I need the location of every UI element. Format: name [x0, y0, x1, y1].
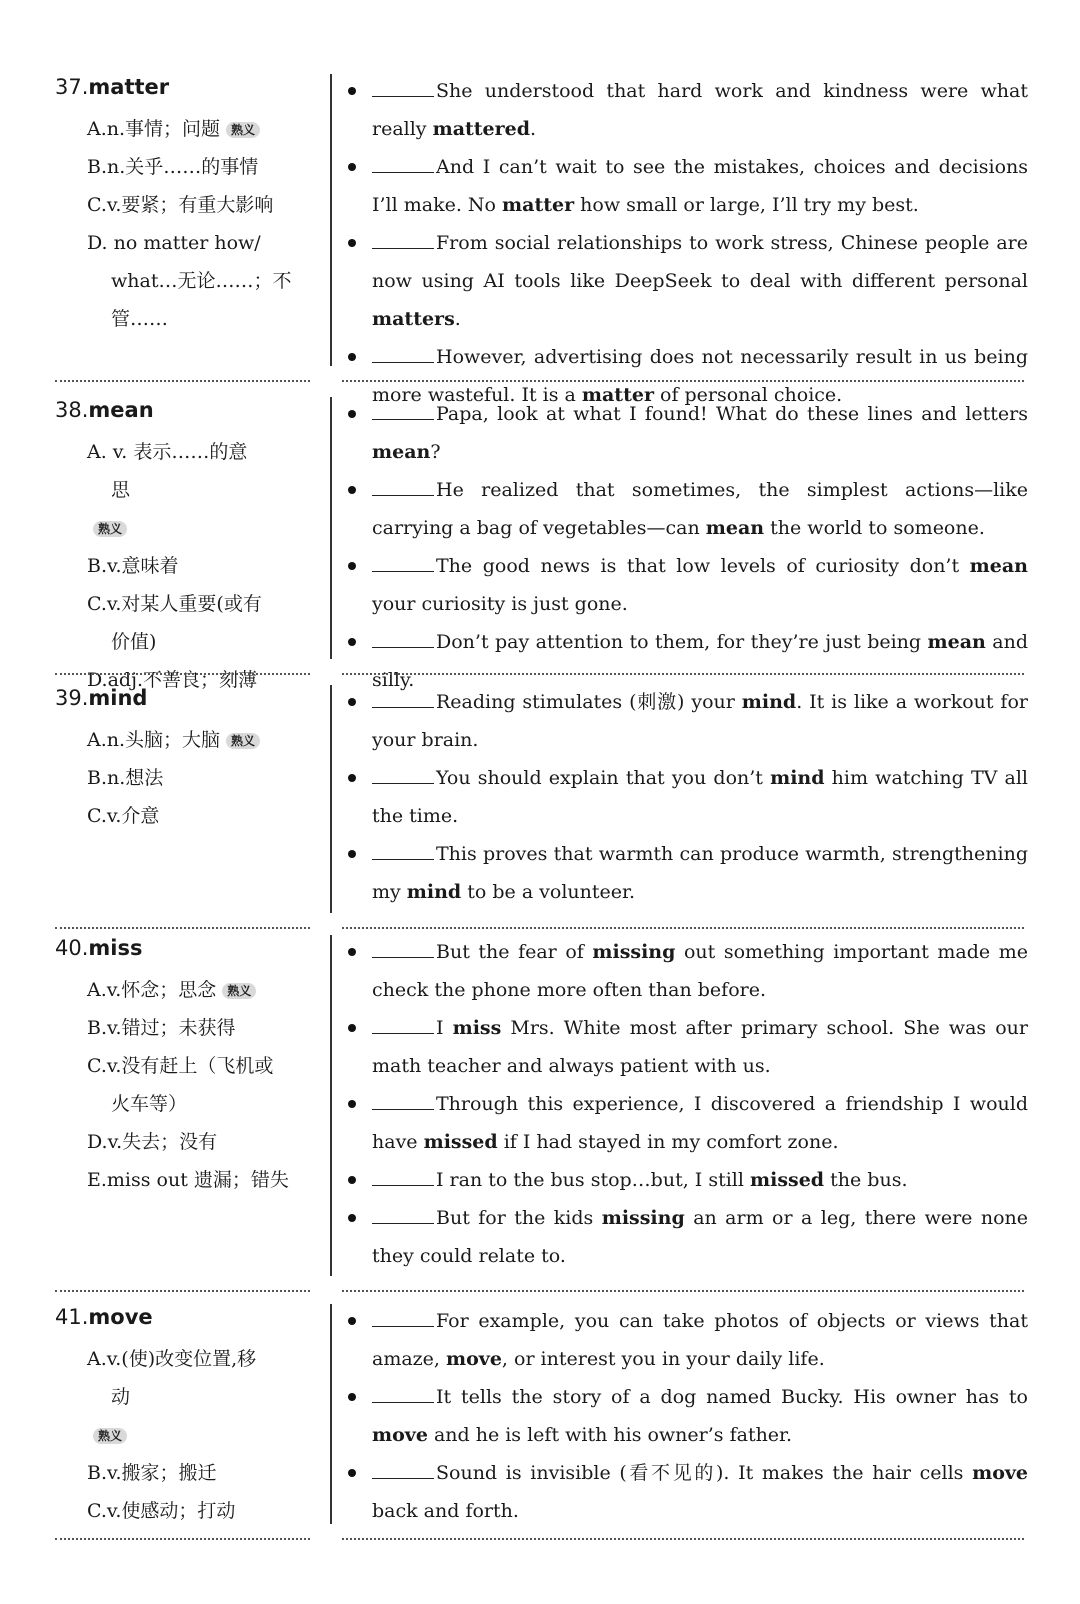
entry-word: miss: [88, 936, 143, 960]
sentence-text: and silly.: [372, 631, 1028, 691]
entry-number: 37.: [55, 75, 89, 99]
sentence-text: And I can’t wait to see the mistakes, choices and decisions I’ll make. No: [372, 156, 1028, 216]
sentence-text: Papa, look at what I found! What do these lines and letters: [436, 403, 1028, 425]
sentence-text: out something important made me check the phone more often than before.: [372, 941, 1028, 1001]
sense-item: [55, 433, 310, 547]
answer-blank[interactable]: [372, 625, 434, 648]
bullet-icon: [348, 1469, 356, 1477]
entry-number: 39.: [55, 686, 89, 710]
sentence-text: But the fear of: [436, 941, 593, 963]
sense-line: what…无论……；不: [111, 270, 292, 292]
sentence-text: ?: [430, 441, 441, 463]
entry-number: 41.: [55, 1305, 89, 1329]
sentence-text: him watching TV all the time.: [372, 767, 1028, 827]
bullet-icon: [348, 410, 356, 418]
sentence-text: back and forth.: [372, 1500, 519, 1522]
answer-blank[interactable]: [372, 935, 434, 958]
answer-blank[interactable]: [372, 397, 434, 420]
bullet-icon: [348, 638, 356, 646]
bullet-icon: [348, 1024, 356, 1032]
target-word: mean: [927, 631, 986, 653]
familiar-meaning-badge: 熟义: [93, 1428, 127, 1444]
answer-blank[interactable]: [372, 1380, 434, 1403]
sentence-text: This proves that warmth can produce warmth, strengthening my: [372, 843, 1028, 903]
example-sentences: [348, 683, 1028, 911]
sentence-text: the bus.: [824, 1169, 908, 1191]
target-word: missed: [423, 1131, 498, 1153]
example-sentence: [348, 1161, 1028, 1199]
sense-line: C.v.介意: [87, 805, 160, 827]
target-word: missing: [592, 941, 676, 963]
target-word: mean: [372, 441, 431, 463]
entry-word: mean: [88, 398, 154, 422]
bullet-icon: [348, 948, 356, 956]
sense-item: [55, 224, 310, 338]
sense-line: D.adj.不善良；刻薄: [87, 669, 258, 691]
entry-headword: [55, 1302, 310, 1340]
target-word: mean: [969, 555, 1028, 577]
sense-item: [55, 186, 310, 224]
sentence-text: and he is left with his owner’s father.: [427, 1424, 793, 1446]
example-sentence: [348, 1085, 1028, 1161]
sentence-text: to be a volunteer.: [461, 881, 636, 903]
answer-blank[interactable]: [372, 150, 434, 173]
entry-senses: [55, 1302, 310, 1530]
answer-blank[interactable]: [372, 1304, 434, 1327]
bullet-icon: [348, 850, 356, 858]
vocab-entry-mind: [0, 683, 1080, 915]
bullet-icon: [348, 774, 356, 782]
sentence-text: how small or large, I’ll try my best.: [574, 194, 919, 216]
example-sentence: [348, 72, 1028, 148]
sense-item: [55, 1123, 310, 1161]
sense-item: [55, 1454, 310, 1492]
answer-blank[interactable]: [372, 473, 434, 496]
example-sentence: [348, 683, 1028, 759]
sense-line: B.v.意味着: [87, 555, 179, 577]
separator-right: [342, 1538, 1024, 1540]
vocab-entry-mean: [0, 395, 1080, 691]
answer-blank[interactable]: [372, 685, 434, 708]
bullet-icon: [348, 486, 356, 494]
sense-item: [55, 110, 310, 148]
example-sentences: [348, 1302, 1028, 1530]
target-word: mind: [741, 691, 797, 713]
familiar-meaning-badge: 熟义: [226, 122, 260, 138]
example-sentence: [348, 395, 1028, 471]
sentence-text: You should explain that you don’t: [436, 767, 771, 789]
answer-blank[interactable]: [372, 1087, 434, 1110]
entry-headword: [55, 683, 310, 721]
example-sentence: [348, 1199, 1028, 1275]
sense-line: C.v.使感动；打动: [87, 1500, 236, 1522]
target-word: matter: [502, 194, 575, 216]
sentence-text: .: [530, 118, 537, 140]
target-word: missed: [750, 1169, 825, 1191]
example-sentences: [348, 933, 1028, 1275]
target-word: mean: [705, 517, 765, 539]
sense-line: B.v.错过；未获得: [87, 1017, 236, 1039]
sense-item: [55, 148, 310, 186]
sense-item: [55, 1047, 310, 1123]
sense-item: [55, 585, 310, 661]
example-sentence: [348, 759, 1028, 835]
vocab-entry-miss: [0, 933, 1080, 1278]
entry-senses: [55, 683, 310, 835]
sentence-text: the world to someone.: [764, 517, 985, 539]
sentence-text: I ran to the bus stop…but, I still: [436, 1169, 750, 1191]
sense-line: A.n.头脑；大脑: [87, 729, 221, 751]
target-word: miss: [452, 1017, 502, 1039]
sense-line: 思: [111, 479, 131, 501]
sense-line: B.n.关乎……的事情: [87, 156, 259, 178]
sentence-text: .: [454, 308, 461, 330]
sentence-text: From social relationships to work stress, Chinese people are now using AI tools like DeepSeek to deal with different personal: [372, 232, 1028, 292]
sense-line: 价值): [111, 631, 157, 653]
sense-line: C.v.对某人重要(或有: [87, 593, 262, 615]
sense-line: 动: [111, 1386, 131, 1408]
sense-line: B.v.搬家；搬迁: [87, 1462, 217, 1484]
bullet-icon: [348, 1214, 356, 1222]
example-sentence: [348, 1454, 1028, 1530]
target-word: mind: [770, 767, 825, 789]
sense-item: [55, 1492, 310, 1530]
separator-left: [55, 673, 310, 675]
bullet-icon: [348, 1176, 356, 1184]
sense-item: [55, 797, 310, 835]
sense-line: E.miss out 遗漏；错失: [87, 1169, 289, 1191]
sense-item: [55, 721, 310, 759]
entry-word: move: [88, 1305, 153, 1329]
sense-line: C.v.没有赶上（飞机或: [87, 1055, 274, 1077]
familiar-meaning-badge: 熟义: [226, 733, 260, 749]
example-sentence: [348, 1009, 1028, 1085]
sense-item: [55, 1161, 310, 1199]
sense-line: A. v. 表示……的意: [87, 441, 248, 463]
answer-blank[interactable]: [372, 1456, 434, 1479]
separator-right: [342, 1290, 1024, 1292]
familiar-meaning-badge: 熟义: [93, 521, 127, 537]
column-divider: [330, 1304, 332, 1524]
sentence-text: Reading stimulates (刺激) your: [436, 691, 742, 713]
sense-line: A.n.事情；问题: [87, 118, 221, 140]
bullet-icon: [348, 163, 356, 171]
sense-line: 火车等）: [111, 1093, 188, 1115]
example-sentence: [348, 1302, 1028, 1378]
familiar-meaning-badge: 熟义: [222, 983, 256, 999]
sense-item: [55, 759, 310, 797]
separator-left: [55, 380, 310, 382]
example-sentence: [348, 835, 1028, 911]
bullet-icon: [348, 1393, 356, 1401]
sense-line: B.n.想法: [87, 767, 164, 789]
sentence-text: The good news is that low levels of curiosity don’t: [436, 555, 970, 577]
target-word: mattered: [432, 118, 531, 140]
separator-right: [342, 673, 1024, 675]
answer-blank[interactable]: [372, 761, 434, 784]
sense-item: [55, 547, 310, 585]
example-sentence: [348, 224, 1028, 338]
bullet-icon: [348, 698, 356, 706]
sentence-text: Sound is invisible (看不见的). It makes the hair cells: [436, 1462, 973, 1484]
separator-right: [342, 927, 1024, 929]
entry-number: 40.: [55, 936, 89, 960]
target-word: move: [972, 1462, 1028, 1484]
sentence-text: She understood that hard work and kindness were what really: [372, 80, 1028, 140]
separator-right: [342, 380, 1024, 382]
example-sentences: [348, 72, 1028, 414]
sentence-text: He realized that sometimes, the simplest actions—like carrying a bag of vegetables—can: [372, 479, 1028, 539]
column-divider: [330, 685, 332, 913]
sentence-text: For example, you can take photos of objects or views that amaze,: [372, 1310, 1028, 1370]
sense-line: A.v.怀念；思念: [87, 979, 217, 1001]
target-word: mind: [406, 881, 462, 903]
answer-blank[interactable]: [372, 837, 434, 860]
example-sentence: [348, 471, 1028, 547]
column-divider: [330, 397, 332, 659]
sentence-text: However, advertising does not necessarily result in us being more wasteful. It is a: [372, 346, 1028, 406]
separator-left: [55, 1538, 310, 1540]
target-word: matters: [372, 308, 455, 330]
example-sentence: [348, 148, 1028, 224]
sentence-text: an arm or a leg, there were none they could relate to.: [372, 1207, 1028, 1267]
example-sentence: [348, 933, 1028, 1009]
sentence-text: It tells the story of a dog named Bucky. His owner has to: [436, 1386, 1028, 1408]
sentence-text: Mrs. White most after primary school. She was our math teacher and always patient with us.: [372, 1017, 1028, 1077]
answer-blank[interactable]: [372, 74, 434, 97]
sentence-text: But for the kids: [436, 1207, 602, 1229]
sense-line: 管……: [111, 308, 169, 330]
entry-senses: [55, 395, 310, 699]
sentence-text: your curiosity is just gone.: [372, 593, 628, 615]
bullet-icon: [348, 1100, 356, 1108]
sentence-text: if I had stayed in my comfort zone.: [497, 1131, 839, 1153]
sense-line: A.v.(使)改变位置,移: [87, 1348, 257, 1370]
sentence-text: I: [436, 1017, 453, 1039]
target-word: missing: [601, 1207, 685, 1229]
answer-blank[interactable]: [372, 1163, 434, 1186]
entry-headword: [55, 395, 310, 433]
column-divider: [330, 74, 332, 366]
example-sentence: [348, 547, 1028, 623]
bullet-icon: [348, 87, 356, 95]
sentence-text: of personal choice.: [653, 384, 843, 406]
sentence-text: Through this experience, I discovered a friendship I would have: [372, 1093, 1028, 1153]
sentence-text: , or interest you in your daily life.: [501, 1348, 825, 1370]
answer-blank[interactable]: [372, 549, 434, 572]
sentence-text: . It is like a workout for your brain.: [372, 691, 1028, 751]
sentence-text: Don’t pay attention to them, for they’re just being: [436, 631, 928, 653]
separator-left: [55, 1290, 310, 1292]
answer-blank[interactable]: [372, 340, 434, 363]
entry-headword: [55, 933, 310, 971]
target-word: move: [372, 1424, 428, 1446]
entry-senses: [55, 933, 310, 1199]
example-sentences: [348, 395, 1028, 699]
example-sentence: [348, 1378, 1028, 1454]
target-word: matter: [581, 384, 654, 406]
answer-blank[interactable]: [372, 226, 434, 249]
sense-line: D. no matter how/: [87, 232, 261, 254]
separator-left: [55, 927, 310, 929]
sense-item: [55, 1009, 310, 1047]
target-word: move: [446, 1348, 502, 1370]
entry-headword: [55, 72, 310, 110]
bullet-icon: [348, 353, 356, 361]
entry-senses: [55, 72, 310, 338]
sense-item: [55, 971, 310, 1009]
vocab-entry-move: [0, 1302, 1080, 1526]
bullet-icon: [348, 562, 356, 570]
entry-word: matter: [88, 75, 170, 99]
answer-blank[interactable]: [372, 1201, 434, 1224]
entry-number: 38.: [55, 398, 89, 422]
answer-blank[interactable]: [372, 1011, 434, 1034]
sense-line: D.v.失去；没有: [87, 1131, 218, 1153]
column-divider: [330, 935, 332, 1276]
bullet-icon: [348, 1317, 356, 1325]
vocab-entry-matter: [0, 72, 1080, 406]
bullet-icon: [348, 239, 356, 247]
entry-word: mind: [88, 686, 148, 710]
sense-line: C.v.要紧；有重大影响: [87, 194, 274, 216]
sense-item: [55, 1340, 310, 1454]
